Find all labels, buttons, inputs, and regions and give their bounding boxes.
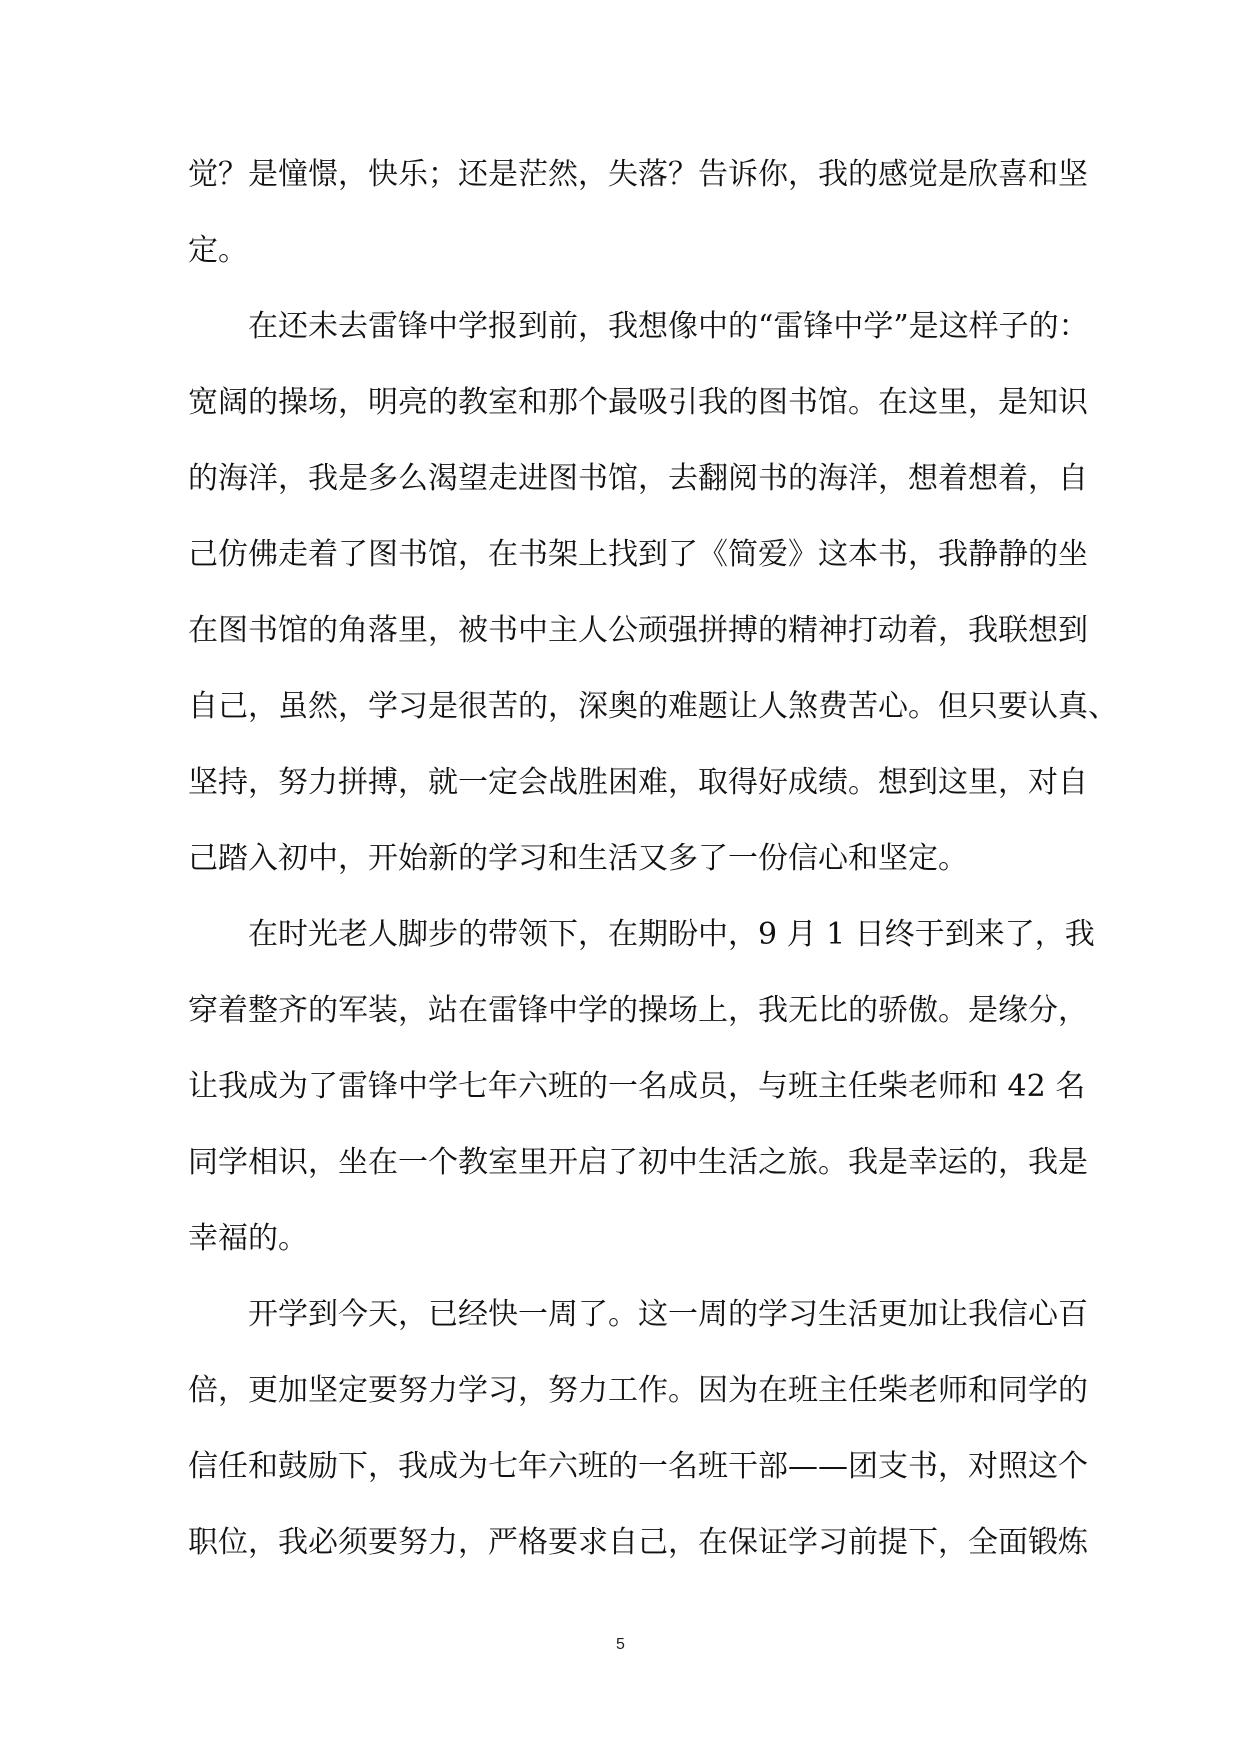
text-line: 职位，我必须要努力，严格要求自己，在保证学习前提下，全面锻炼	[188, 1525, 1088, 1560]
text-line: 自己，虽然，学习是很苦的，深奥的难题让人煞费苦心。但只要认真、	[188, 689, 1118, 724]
paragraph-first-line: 在时光老人脚步的带领下，在期盼中，9 月 1 日终于到来了，我	[248, 917, 1095, 952]
text-line: 定。	[188, 233, 248, 268]
text-line: 幸福的。	[188, 1221, 308, 1256]
text-line: 同学相识，坐在一个教室里开启了初中生活之旅。我是幸运的，我是	[188, 1145, 1088, 1180]
paragraph-first-line: 在还未去雷锋中学报到前，我想像中的“雷锋中学”是这样子的：	[248, 309, 1089, 344]
paragraph-first-line: 开学到今天，已经快一周了。这一周的学习生活更加让我信心百	[248, 1297, 1088, 1332]
text-line: 在图书馆的角落里，被书中主人公顽强拼搏的精神打动着，我联想到	[188, 613, 1088, 648]
text-line: 让我成为了雷锋中学七年六班的一名成员，与班主任柴老师和 42 名	[188, 1069, 1086, 1104]
text-line: 己仿佛走着了图书馆，在书架上找到了《简爱》这本书，我静静的坐	[188, 537, 1088, 572]
text-line: 穿着整齐的军装，站在雷锋中学的操场上，我无比的骄傲。是缘分，	[188, 993, 1088, 1028]
text-line: 信任和鼓励下，我成为七年六班的一名班干部——团支书，对照这个	[188, 1449, 1088, 1484]
text-line: 的海洋，我是多么渴望走进图书馆，去翻阅书的海洋，想着想着，自	[188, 461, 1088, 496]
text-line: 己踏入初中，开始新的学习和生活又多了一份信心和坚定。	[188, 841, 968, 876]
text-line: 坚持，努力拼搏，就一定会战胜困难，取得好成绩。想到这里，对自	[188, 765, 1088, 800]
text-line: 觉？是憧憬，快乐；还是茫然，失落？告诉你，我的感觉是欣喜和坚	[188, 157, 1088, 192]
text-line: 倍，更加坚定要努力学习，努力工作。因为在班主任柴老师和同学的	[188, 1373, 1088, 1408]
page-number: 5	[616, 1636, 625, 1653]
text-line: 宽阔的操场，明亮的教室和那个最吸引我的图书馆。在这里，是知识	[188, 385, 1088, 420]
body-text	[188, 137, 1118, 1581]
